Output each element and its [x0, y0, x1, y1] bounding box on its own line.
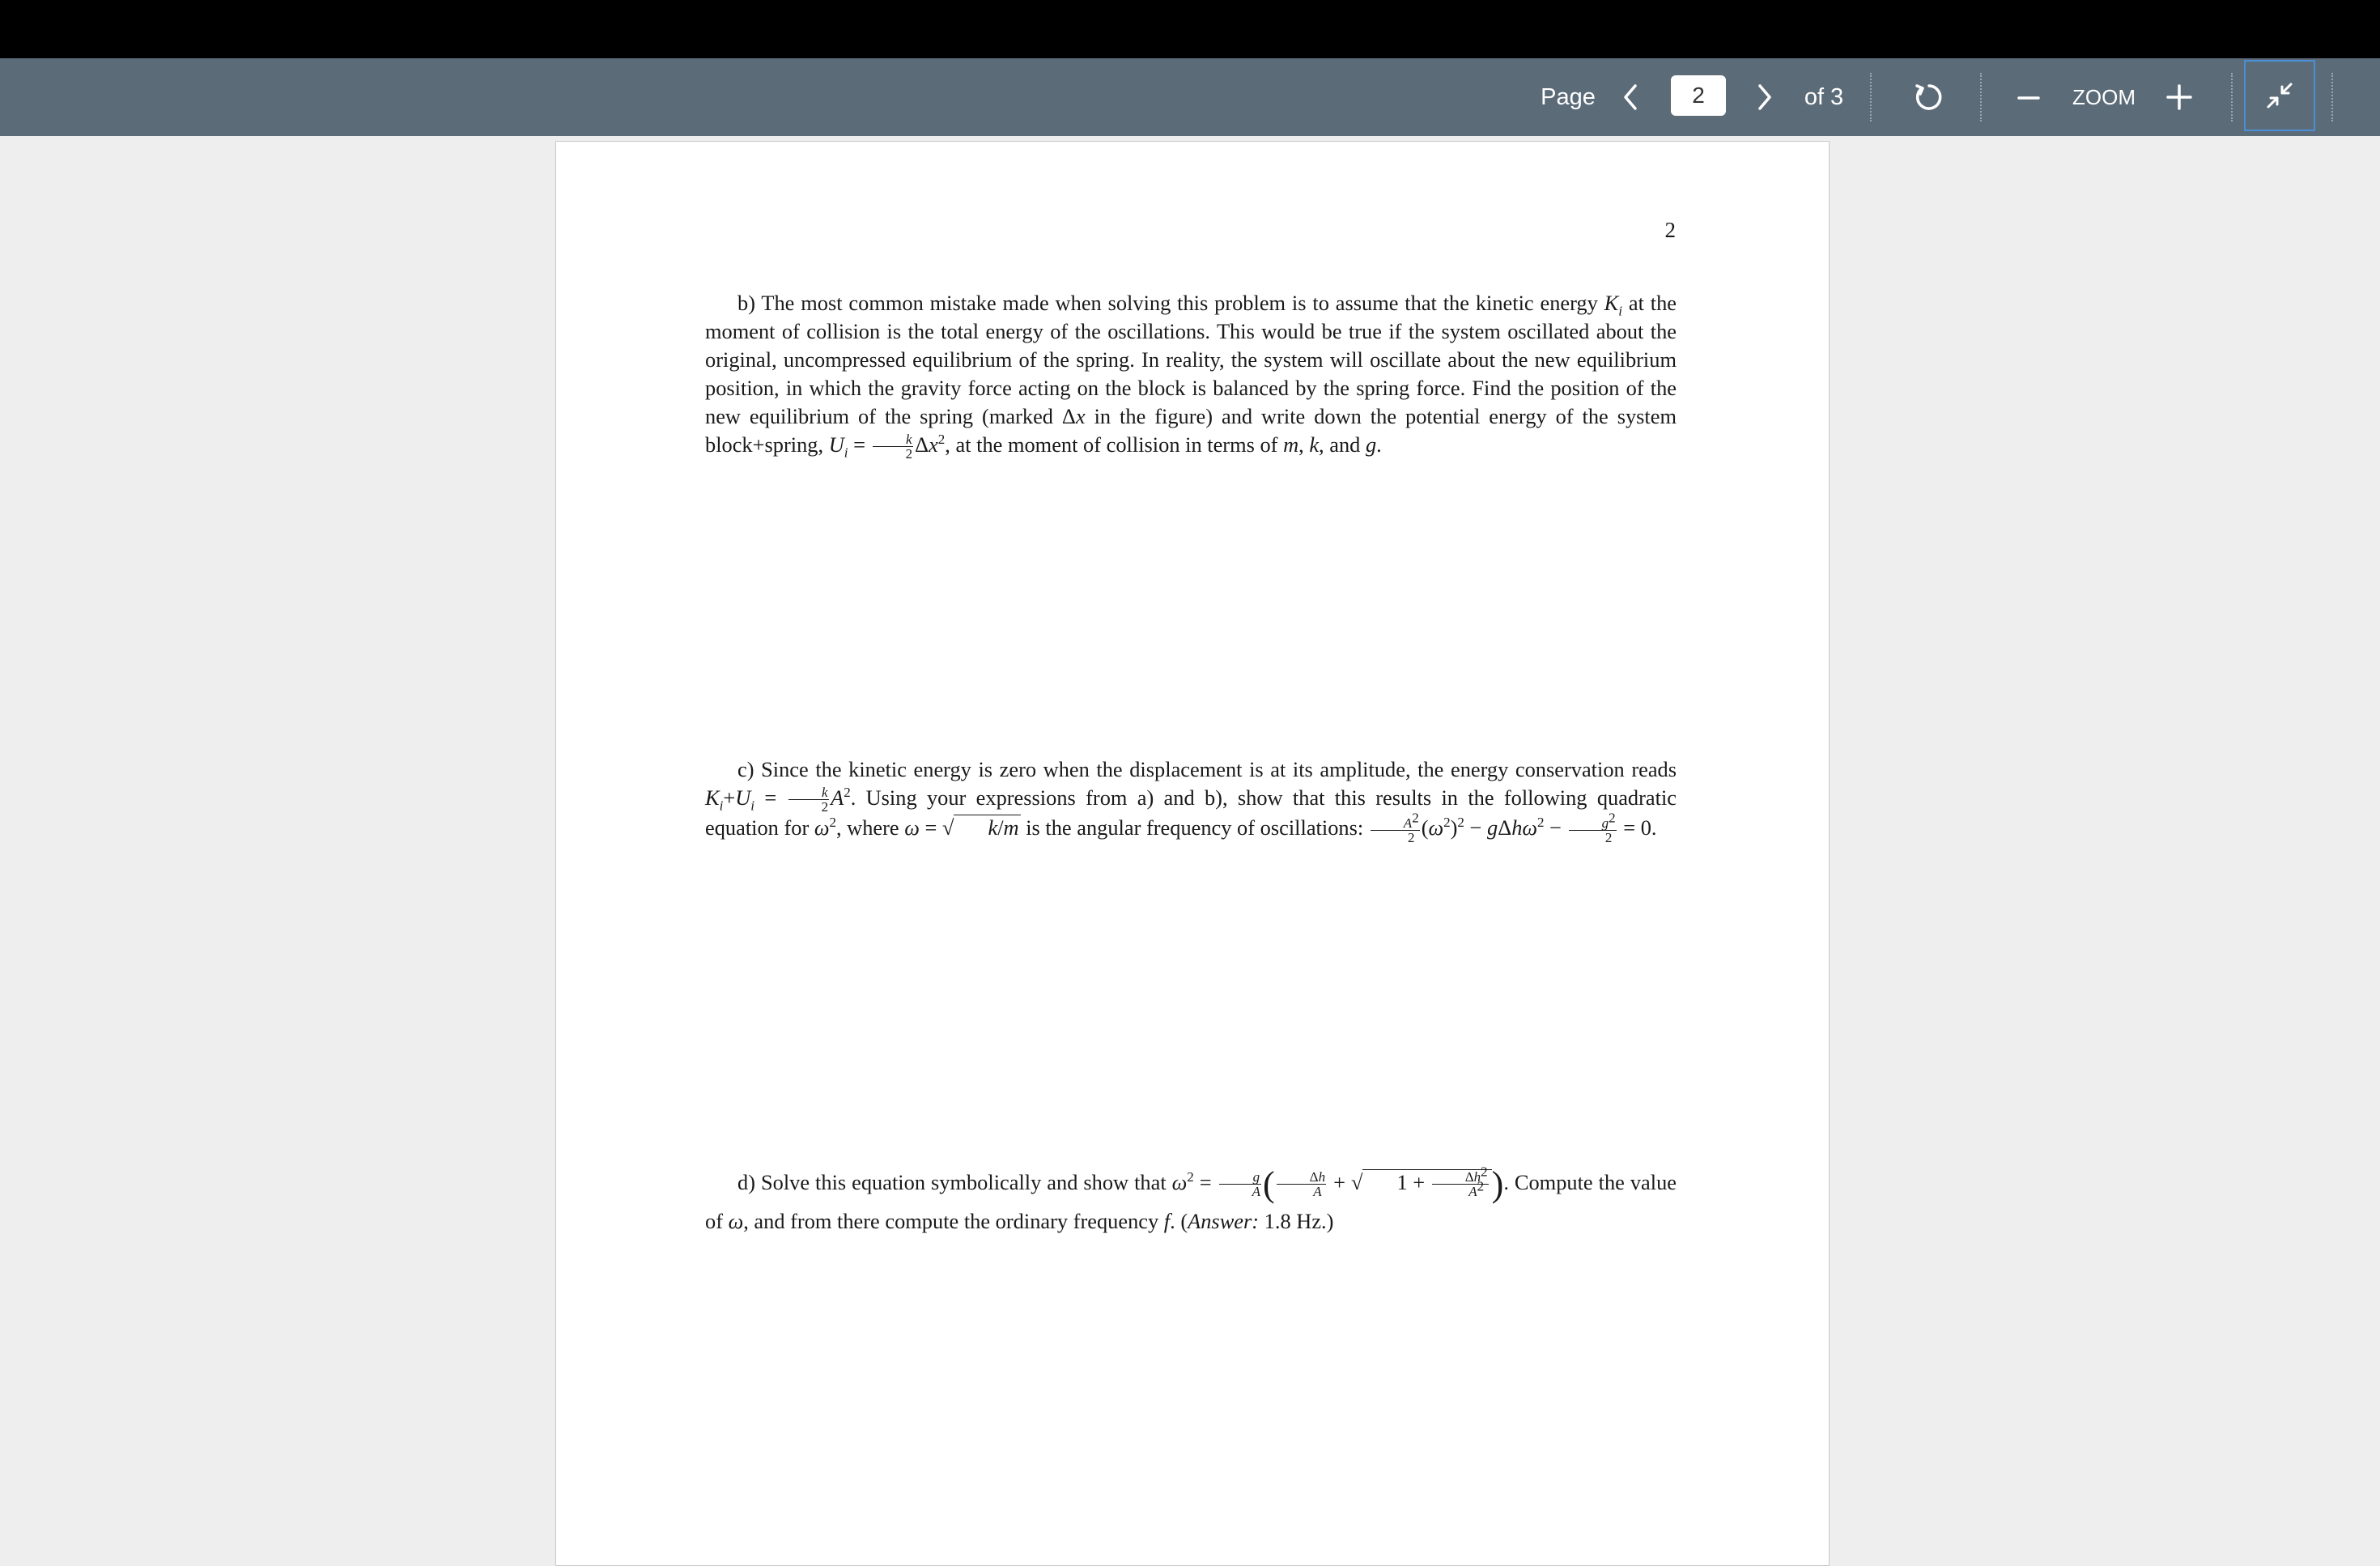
- paragraph-b: b) The most common mistake made when solving this problem is to assume that the kinetic energy $K_i$ at the moment of collision is the total energy of the oscillations. This would be true if the system oscillated about the original, uncompressed equilibrium of the spring. In reality, the system will oscillate about the new equilibrium position, in which the gravity force acting on the block is balanced by the spring force. Find the position of the new equilibrium of the spring (marked Δx in the figure) and write down the potential energy of the system block+spring, $U_i$ = $\frac{k}{2}$ $\Delta x^2$, at the moment of collision in terms of m, k, and g.: [705, 291, 1677, 462]
- math-fraction: $\frac{\Delta h}{A}$: [1277, 1170, 1326, 1198]
- exit-fullscreen-button[interactable]: [2244, 60, 2315, 131]
- toolbar-divider: [1980, 73, 1982, 121]
- chevron-right-icon: [1757, 83, 1773, 111]
- para-c-text: c) Since the kinetic energy is zero when the displacement is at its amplitude, the energy conservation reads: [737, 757, 1677, 781]
- math-fraction: $\frac{k}{2}$: [788, 785, 830, 814]
- para-b-text: in the figure) and write down the potential energy of the system block+spring,: [705, 404, 1677, 457]
- page-count-label: of 3: [1804, 83, 1844, 110]
- math-fraction: $\frac{g}{A}$: [1219, 1170, 1261, 1198]
- math-fraction: $\frac{k}{2}$: [873, 432, 914, 461]
- chevron-left-icon: [1622, 83, 1638, 111]
- paragraph-c: c) Since the kinetic energy is zero when the displacement is at its amplitude, the energy conservation reads $K_i+U_i$ = $\frac{k}{2}$ $A^2$. Using your expressions from a) and b), show that this results in the following quadratic equation for $\omega^2$, where ω = √ k/m is the angular frequency of oscillations: $\frac{A^2}{2}$ $(\omega^2)^2 - g\Delta h\omega^2$ − $\frac{g^2}{2}$ = 0.: [705, 757, 1677, 845]
- para-b-text: b) The most common mistake made when solving this problem is to assume that the kinetic energy: [737, 291, 1604, 315]
- para-b-text: , at the moment of collision in terms of: [945, 432, 1284, 457]
- minus-icon: [2017, 85, 2041, 109]
- para-d-text: d) Solve this equation symbolically and show that: [737, 1170, 1172, 1194]
- rotate-button[interactable]: [1907, 58, 1951, 136]
- answer-value: 1.8 Hz.): [1259, 1208, 1334, 1233]
- para-b-text: =: [848, 432, 871, 457]
- math-fraction: $\frac{A^2}{2}$: [1371, 816, 1420, 845]
- next-page-button[interactable]: [1745, 58, 1784, 136]
- para-b-text: , and: [1319, 432, 1361, 457]
- zoom-out-button[interactable]: [2011, 58, 2046, 136]
- para-c-text: , where: [835, 815, 905, 840]
- page-label: Page: [1541, 83, 1596, 110]
- window-top-bar: [0, 0, 2380, 58]
- page-number-input[interactable]: [1671, 75, 1726, 116]
- zoom-label: ZOOM: [2072, 84, 2136, 109]
- toolbar-divider: [2331, 73, 2333, 121]
- previous-page-button[interactable]: [1611, 58, 1650, 136]
- plus-icon: [2165, 83, 2193, 111]
- paragraph-d: d) Solve this equation symbolically and show that $\omega^2$ = $\frac{g}{A}$ ( $\frac{\Delta h}{A}$ + √ 1 + $\frac{\Delta h^2}{A^2}$ ). Compute the value of ω, and from there compute the ordinary frequency f. (Answer: 1.8 Hz.): [705, 1164, 1677, 1233]
- math-fraction: $\frac{g^2}{2}$: [1569, 816, 1617, 845]
- para-b-text: at the moment of collision is the total energy of the oscillations. This would be true if the system oscillated about the original, uncompressed equilibrium of the spring. In reality, the system will oscillate about the new equilibrium position, in which the gravity force acting on the block is balanced by the spring force. Find the position of the new equilibrium of the spring (marked Δ: [705, 291, 1677, 428]
- answer-label: Answer:: [1188, 1208, 1260, 1233]
- para-d-text: , and from there compute the ordinary frequency: [743, 1208, 1164, 1233]
- para-d-text: . Compute the value of: [705, 1170, 1677, 1233]
- rotate-icon: [1913, 81, 1945, 113]
- para-d-text: . (: [1170, 1208, 1188, 1233]
- para-c-text: is the angular frequency of oscillations:: [1020, 815, 1369, 840]
- pdf-toolbar: [0, 58, 2380, 136]
- toolbar-divider: [1870, 73, 1872, 121]
- math-fraction: $\frac{\Delta h^2}{A^2}$: [1432, 1170, 1489, 1198]
- zoom-in-button[interactable]: [2160, 58, 2199, 136]
- para-c-text: . Using your expressions from a) and b), show that this results in the following quadratic equation for: [705, 785, 1677, 840]
- toolbar-divider: [2231, 73, 2233, 121]
- document-page: [555, 141, 1830, 1566]
- exit-fullscreen-icon: [2265, 81, 2294, 110]
- page-number: 2: [1664, 218, 1676, 242]
